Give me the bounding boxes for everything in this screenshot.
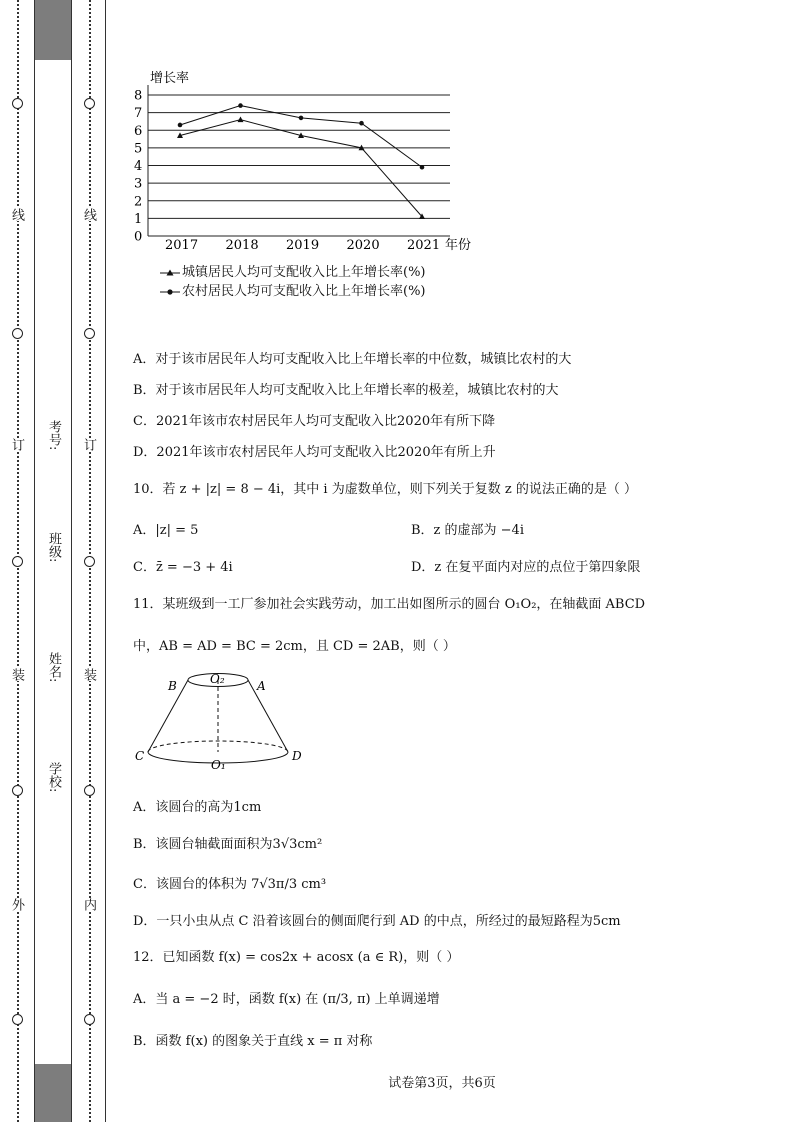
y-tick-label: 3: [134, 176, 143, 192]
legend-urban: [158, 261, 426, 280]
inner-mark-zhuang: 装: [81, 668, 96, 681]
field-school: 学校:: [46, 762, 61, 793]
q9-option-a: A．对于该市居民年人均可支配收入比上年增长率的中位数，城镇比农村的大: [133, 352, 572, 367]
outer-mark-ding: 订: [9, 438, 24, 451]
y-tick-label: 4: [134, 159, 143, 174]
outer-mark-xian: 线: [9, 208, 24, 221]
growth-rate-chart: [120, 62, 500, 257]
q10-option-d: D．z 在复平面内对应的点位于第四象限: [411, 560, 641, 575]
x-tick-label: 2018: [225, 238, 259, 253]
y-tick-label: 5: [134, 141, 143, 157]
y-tick-label: 6: [134, 123, 143, 139]
x-tick-label: 2017: [165, 238, 199, 253]
q10-option-b: B．z 的虚部为 −4i: [411, 523, 524, 538]
q12-option-a: A．当 a = −2 时，函数 f(x) 在 (π/3, π) 上单调递增: [133, 992, 440, 1007]
data-point-rural: [420, 165, 425, 170]
x-tick-label: 2020: [346, 238, 380, 253]
inner-mark-xian: 线: [81, 208, 96, 221]
q9-option-d: D．2021年该市农村居民年人均可支配收入比2020年有所上升: [133, 445, 496, 460]
data-point-urban: [238, 116, 244, 122]
field-class: 班级:: [46, 532, 61, 563]
q11-option-a: A．该圆台的高为1cm: [133, 800, 262, 815]
margin-border-left: [34, 0, 35, 1122]
frustum-figure: [130, 668, 310, 778]
legend-urban-label: 城镇居民人均可支配收入比上年增长率(%): [182, 265, 426, 280]
x-tick-label: 2019: [286, 238, 320, 253]
q10-stem: 10．若 z + |z| = 8 − 4i，其中 i 为虚数单位，则下列关于复数 z 的说法正确的是（ ）: [133, 482, 637, 497]
q11-stem-line1: 11．某班级到一工厂参加社会实践劳动，加工出如图所示的圆台 O₁O₂，在轴截面 ABCD: [133, 597, 646, 612]
label-O1: O₁: [211, 758, 226, 772]
q11-option-c: C．该圆台的体积为 7√3π/3 cm³: [133, 877, 327, 892]
binding-hole: [12, 556, 23, 567]
y-tick-label: 0: [134, 229, 143, 245]
field-name: 姓名:: [46, 652, 61, 683]
q9-option-b: B．对于该市居民年人均可支配收入比上年增长率的极差，城镇比农村的大: [133, 383, 559, 398]
label-D: D: [292, 749, 302, 763]
x-tick-label: 2021: [407, 238, 441, 253]
q12-stem: 12．已知函数 f(x) = cos2x + acosx (a ∈ R)，则（ ）: [133, 950, 460, 965]
data-point-rural: [238, 103, 243, 108]
binding-hole: [12, 785, 23, 796]
chart-ylabel: 增长率: [150, 71, 190, 86]
data-point-rural: [359, 121, 364, 126]
legend-rural-label: 农村居民人均可支配收入比上年增长率(%): [182, 284, 426, 299]
inner-mark-nei: 内: [81, 898, 96, 911]
field-exam-number: 考号:: [46, 420, 61, 451]
legend-rural: [158, 280, 426, 299]
q9-option-c: C．2021年该市农村居民年人均可支配收入比2020年有所下降: [133, 414, 496, 429]
binding-hole: [84, 785, 95, 796]
q11-option-d: D．一只小虫从点 C 沿着该圆台的侧面爬行到 AD 的中点，所经过的最短路程为5cm: [133, 914, 621, 929]
binding-hole: [12, 328, 23, 339]
outer-mark-zhuang: 装: [9, 668, 24, 681]
q10-option-c: C．z̄ = −3 + 4i: [133, 560, 233, 575]
circle-marker-icon: [158, 286, 182, 298]
binding-hole: [12, 98, 23, 109]
binding-hole: [84, 98, 95, 109]
binding-hole: [12, 1014, 23, 1025]
data-point-rural: [178, 123, 183, 128]
label-A: A: [257, 679, 266, 693]
q11-stem-line2: 中，AB = AD = BC = 2cm，且 CD = 2AB，则（ ）: [133, 639, 456, 654]
data-point-rural: [299, 116, 304, 121]
margin-border-right: [105, 0, 106, 1122]
margin-gray-top: [35, 0, 71, 60]
page-footer: 试卷第3页，共6页: [388, 1076, 496, 1091]
binding-hole: [84, 556, 95, 567]
label-O2: O₂: [210, 672, 225, 686]
binding-hole: [84, 1014, 95, 1025]
binding-hole: [84, 328, 95, 339]
chart-xlabel: 年份: [445, 238, 472, 253]
y-tick-label: 2: [134, 194, 143, 210]
q11-option-b: B．该圆台轴截面面积为3√3cm²: [133, 837, 323, 852]
y-tick-label: 1: [134, 211, 143, 227]
label-B: B: [168, 679, 177, 693]
y-tick-label: 8: [134, 88, 143, 104]
q12-option-b: B．函数 f(x) 的图象关于直线 x = π 对称: [133, 1034, 373, 1049]
inner-mark-ding: 订: [81, 438, 96, 451]
outer-mark-wai: 外: [9, 898, 24, 911]
q10-option-a: A．|z| = 5: [133, 523, 199, 538]
triangle-marker-icon: [158, 267, 182, 279]
margin-border-mid: [71, 0, 72, 1122]
label-C: C: [135, 749, 145, 763]
y-tick-label: 7: [134, 106, 143, 122]
